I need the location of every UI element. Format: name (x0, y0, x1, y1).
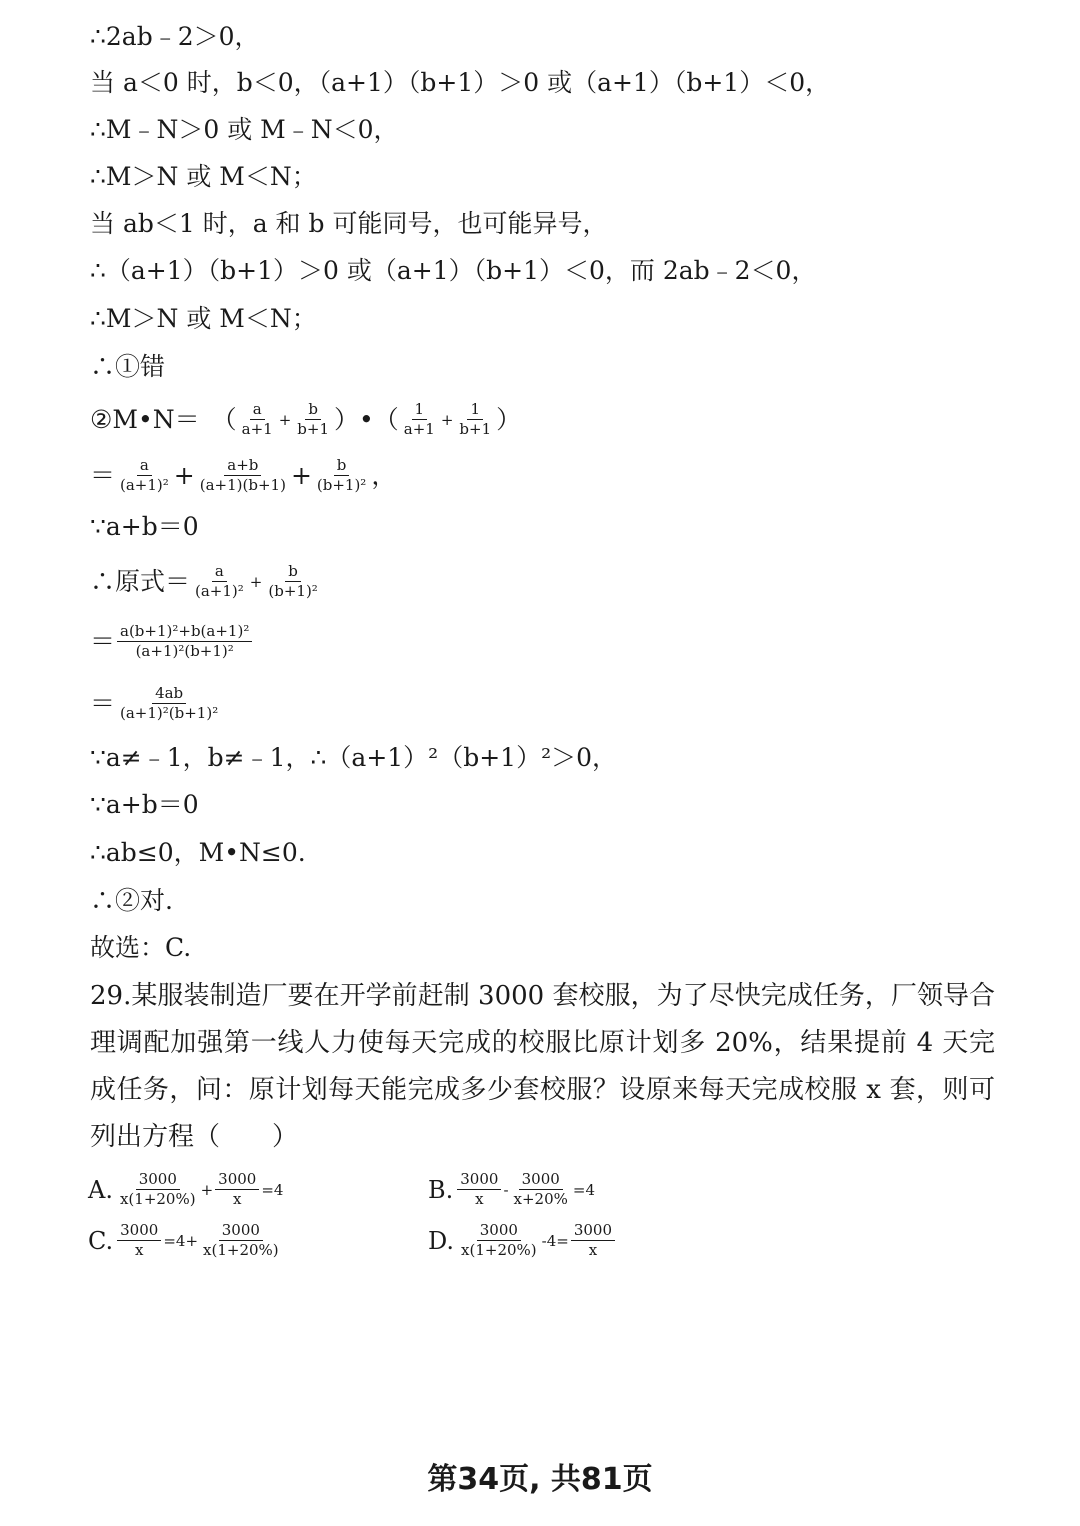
solution-line-6: ∴（a+1）（b+1）＞0 或（a+1）（b+1）＜0，而 2ab﹣2＜0， (90, 256, 817, 285)
fraction: $\frac{b}{b+1}$ (297, 400, 330, 438)
fraction: $\frac{3000}{x(1+20\%)}$ (203, 1221, 279, 1259)
fraction: $\frac{3000}{x+20\%}$ (513, 1170, 568, 1208)
fraction: $\frac{b}{\text{(b+1)²}}$ (316, 456, 367, 494)
option-c: C. $\frac{3000}{x}$ =4+ $\frac{3000}{x(1+20\%)}$ (88, 1221, 284, 1260)
solution-line-8: ∴①错 (90, 352, 166, 381)
solution-line-1: ∴2ab﹣2＞0， (90, 22, 260, 51)
option-d: D. $\frac{3000}{x(1+20\%)}$ -4= $\frac{3000}{x}$ (428, 1221, 617, 1260)
fraction: $\frac{1}{b+1}$ (459, 400, 492, 438)
solution-line-19: 故选：C. (90, 933, 192, 962)
solution-line-12: ∴原式＝ $\frac{a}{\text{(a+1)²}}$ + $\frac{b}{\text{(b+1)²}}$ (90, 562, 323, 601)
solution-line-13: ＝ $\frac{\text{a(b+1)²+b(a+1)²}}{\text{(a+1)²(b+1)²}}$ (90, 622, 254, 661)
fraction: $\frac{a}{\text{(a+1)²}}$ (195, 562, 244, 600)
solution-line-3: ∴M﹣N＞0 或 M﹣N＜0， (90, 115, 399, 144)
solution-line-17: ∴ab≤0，M•N≤0. (90, 838, 306, 867)
solution-line-7: ∴M＞N 或 M＜N； (90, 304, 317, 333)
fraction: $\frac{3000}{x}$ (571, 1221, 615, 1260)
fraction: $\frac{a}{a+1}$ (241, 400, 273, 438)
fraction: $\frac{3000}{x}$ (117, 1221, 161, 1260)
fraction: $\frac{3000}{x(1+20\%)}$ (461, 1221, 537, 1259)
option-b: B. $\frac{3000}{x}$ - $\frac{3000}{x+20\%}$ =4 (428, 1170, 596, 1208)
solution-line-5: 当 ab＜1 时，a 和 b 可能同号，也可能异号， (90, 209, 608, 238)
solution-line-4: ∴M＞N 或 M＜N； (90, 162, 317, 191)
solution-line-10: ＝ $\frac{a}{\text{(a+1)²}}$ + $\frac{a+b}{(a+1)(b+1)}$ + $\frac{b}{\text{(b+1)²}}$ ， (90, 456, 397, 494)
solution-line-18: ∴②对. (90, 886, 173, 915)
solution-line-9: ②M•N＝ （ $\frac{a}{a+1}$ + $\frac{b}{b+1}$ ）•（ $\frac{1}{a+1}$ + $\frac{1}{b+1}$ ） (90, 400, 522, 438)
question-29: 29.某服装制造厂要在开学前赶制 3000 套校服，为了尽快完成任务，厂领导合理调配加强第一线人力使每天完成的校服比原计划多 20%，结果提前 4 天完成任务，问：原计划每天能完成多少套校服？设原来每天完成校服 x 套，则可列出方程（ ） (90, 981, 995, 1152)
fraction: $\frac{4ab}{\text{(a+1)²(b+1)²}}$ (120, 684, 219, 722)
fraction: $\frac{a}{\text{(a+1)²}}$ (120, 456, 169, 494)
fraction: $\frac{b}{\text{(b+1)²}}$ (268, 562, 318, 600)
fraction: $\frac{3000}{x}$ (457, 1170, 501, 1209)
fraction: $\frac{1}{a+1}$ (403, 400, 435, 438)
fraction: $\frac{\text{a(b+1)²+b(a+1)²}}{\text{(a+1)²(b+1)²}}$ (117, 622, 252, 661)
solution-line-2: 当 a＜0 时，b＜0，（a+1）（b+1）＞0 或（a+1）（b+1）＜0， (90, 68, 831, 97)
fraction: $\frac{3000}{x(1+20\%)}$ (119, 1170, 196, 1208)
solution-line-14: ＝ $\frac{4ab}{\text{(a+1)²(b+1)²}}$ (90, 684, 223, 723)
option-a: A. $\frac{3000}{x(1+20\%)}$ + $\frac{3000}{x}$ =4 (88, 1170, 284, 1208)
solution-line-16: ∵a+b＝0 (90, 790, 199, 819)
fraction: $\frac{3000}{x}$ (215, 1170, 259, 1209)
solution-line-15: ∵a≠﹣1，b≠﹣1，∴（a+1）²（b+1）²＞0， (90, 743, 617, 772)
solution-line-11: ∵a+b＝0 (90, 512, 199, 541)
fraction: $\frac{a+b}{(a+1)(b+1)}$ (199, 456, 286, 494)
page-number: 第34页, 共81页 (427, 1462, 653, 1497)
